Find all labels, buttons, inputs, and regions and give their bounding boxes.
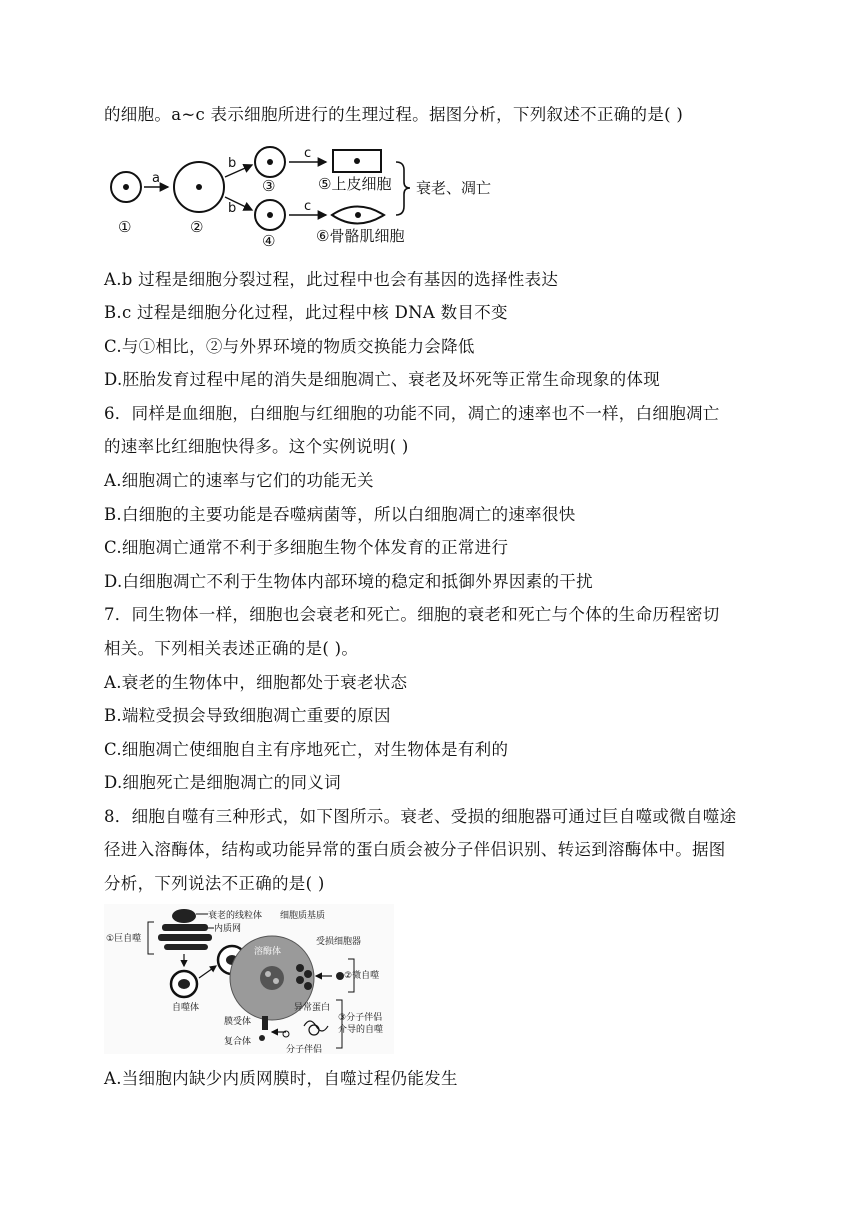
q5-intro: 的细胞。a~c 表示细胞所进行的生理过程。据图分析，下列叙述不正确的是( ) <box>104 105 684 124</box>
q8-stem-line3: 分析，下列说法不正确的是( ) <box>104 874 325 893</box>
q6-stem-line1: 6．同样是血细胞，白细胞与红细胞的功能不同，凋亡的速率也不一样，白细胞凋亡 <box>104 404 720 423</box>
label-c-bottom: c <box>304 199 312 214</box>
label-4: ④ <box>262 232 276 250</box>
q5-option-c: C.与①相比，②与外界环境的物质交换能力会降低 <box>104 337 475 356</box>
label-abnormal: 异常蛋白 <box>294 1003 331 1013</box>
q7-stem-line1: 7．同生物体一样，细胞也会衰老和死亡。细胞的衰老和死亡与个体的生命历程密切 <box>104 605 720 624</box>
label-cma1: ③分子伴侣 <box>338 1013 383 1023</box>
q7-option-b: B.端粒受损会导致细胞凋亡重要的原因 <box>104 706 391 725</box>
label-1: ① <box>118 218 132 236</box>
brace-label: 衰老、凋亡 <box>416 179 492 197</box>
q6-option-d: D.白细胞凋亡不利于生物体内部环境的稳定和抵御外界因素的干扰 <box>104 572 593 591</box>
label-5: ⑤上皮细胞 <box>318 175 392 193</box>
label-damaged: 受损细胞器 <box>316 937 362 947</box>
q5-option-b: B.c 过程是细胞分化过程，此过程中核 DNA 数目不变 <box>104 303 508 322</box>
cell-differentiation-diagram <box>104 140 524 252</box>
q8-stem-line1: 8．细胞自噬有三种形式，如下图所示。衰老、受损的细胞器可通过巨自噬或微自噬途 <box>104 807 737 826</box>
q8-stem-line2: 径进入溶酶体，结构或功能异常的蛋白质会被分子伴侣识别、转运到溶酶体中。据图 <box>104 840 726 859</box>
label-chaperone: 分子伴侣 <box>286 1045 323 1054</box>
q7-option-c: C.细胞凋亡使细胞自主有序地死亡，对生物体是有利的 <box>104 740 509 759</box>
label-lyso: 溶酶体 <box>254 947 282 957</box>
q7-stem-line2: 相关。下列相关表述正确的是( )。 <box>104 639 359 658</box>
label-6: ⑥骨骼肌细胞 <box>316 227 405 245</box>
label-matrix: 细胞质基质 <box>280 911 326 921</box>
label-3: ③ <box>262 177 276 195</box>
q5-option-d: D.胚胎发育过程中尾的消失是细胞凋亡、衰老及坏死等正常生命现象的体现 <box>104 370 661 389</box>
q6-stem-line2: 的速率比红细胞快得多。这个实例说明( ) <box>104 437 409 456</box>
label-2: ② <box>190 218 204 236</box>
label-complex: 复合体 <box>224 1037 252 1047</box>
q6-option-b: B.白细胞的主要功能是吞噬病菌等，所以白细胞凋亡的速率很快 <box>104 505 576 524</box>
label-a: a <box>152 171 160 186</box>
label-b-top: b <box>228 156 237 171</box>
q6-option-a: A.细胞凋亡的速率与它们的功能无关 <box>104 471 374 490</box>
label-micro: ②微自噬 <box>344 971 380 981</box>
autophagy-diagram <box>104 904 394 1054</box>
brace <box>396 162 410 215</box>
label-autophagosome: 自噬体 <box>172 1003 200 1013</box>
label-c-top: c <box>304 146 312 161</box>
label-mito: 衰老的线粒体 <box>208 911 263 921</box>
q7-option-a: A.衰老的生物体中，细胞都处于衰老状态 <box>104 673 408 692</box>
label-cma2: 介导的自噬 <box>338 1025 384 1035</box>
label-b-bottom: b <box>228 201 237 216</box>
q5-option-a: A.b 过程是细胞分裂过程，此过程中也会有基因的选择性表达 <box>104 270 559 289</box>
q6-option-c: C.细胞凋亡通常不利于多细胞生物个体发育的正常进行 <box>104 538 509 557</box>
label-macro: ①巨自噬 <box>106 934 142 944</box>
q7-option-d: D.细胞死亡是细胞凋亡的同义词 <box>104 773 341 792</box>
label-receptor: 膜受体 <box>224 1017 252 1027</box>
label-er: 内质网 <box>214 924 242 934</box>
q8-option-a: A.当细胞内缺少内质网膜时，自噬过程仍能发生 <box>104 1069 458 1088</box>
